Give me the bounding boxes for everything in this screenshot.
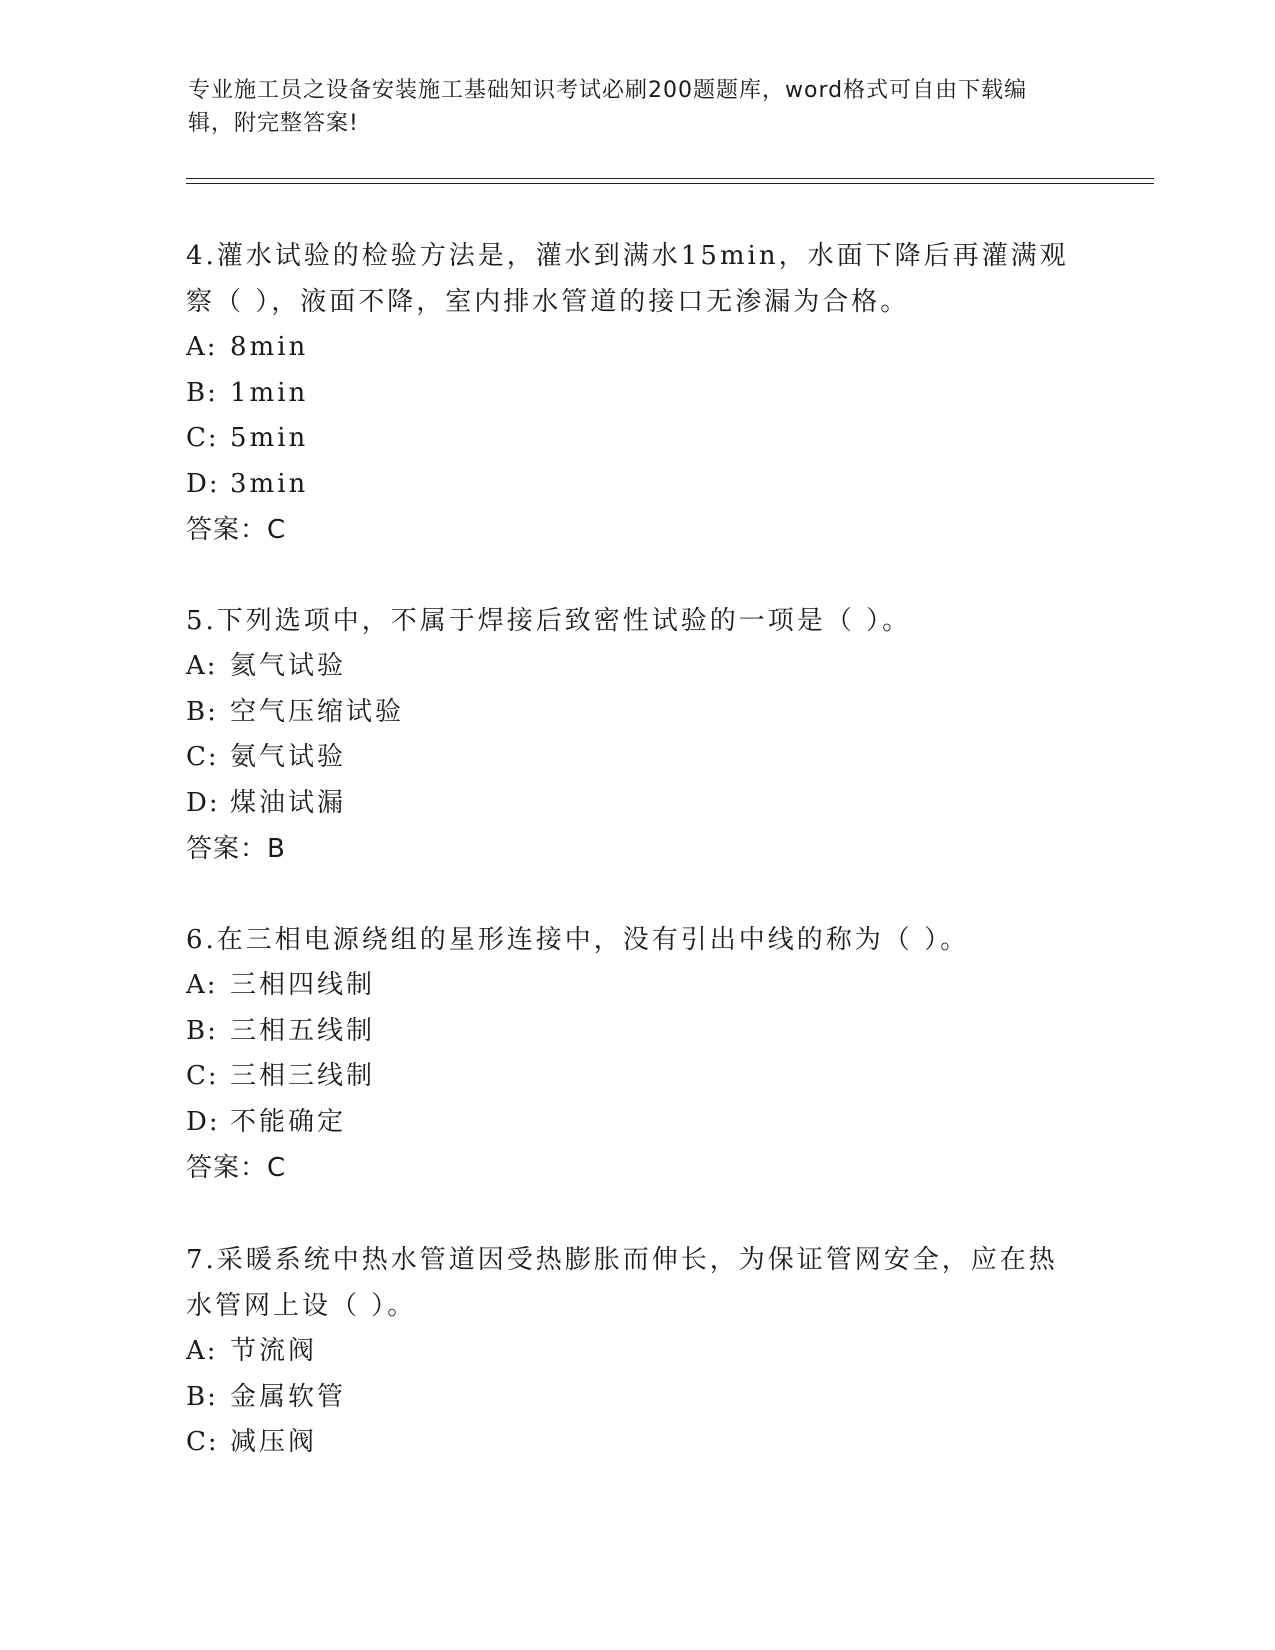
- option-key: C:: [186, 742, 219, 772]
- option-key: A:: [186, 651, 218, 681]
- option-key: D:: [186, 787, 220, 818]
- option-text: 1min: [230, 377, 309, 408]
- option-text: 空气压缩试验: [230, 696, 405, 727]
- option-key: B:: [186, 1015, 218, 1046]
- header-divider-bottom: [186, 183, 1154, 184]
- option-c: [186, 1054, 1086, 1100]
- option-text: 三相三线制: [230, 1061, 376, 1091]
- option-d: [186, 1100, 1086, 1146]
- option-text: 减压阀: [230, 1427, 318, 1457]
- option-text: 金属软管: [230, 1381, 347, 1412]
- option-key: A:: [186, 332, 218, 362]
- option-text: 3min: [230, 468, 309, 499]
- question-block: [186, 233, 1086, 553]
- option-text: 三相五线制: [230, 1015, 376, 1046]
- option-c: [186, 735, 1086, 781]
- option-a: [186, 963, 1086, 1009]
- option-d: [186, 781, 1086, 827]
- option-key: D:: [186, 468, 220, 499]
- option-text: 5min: [230, 423, 309, 453]
- option-text: 8min: [230, 332, 309, 362]
- option-key: A:: [186, 1336, 218, 1366]
- option-a: [186, 644, 1086, 690]
- question-stem: 6.在三相电源绕组的星形连接中，没有引出中线的称为（ ）。: [186, 925, 970, 955]
- option-a: [186, 1329, 1086, 1375]
- question-block: [186, 598, 1086, 872]
- option-text: 氦气试验: [230, 651, 347, 681]
- option-c: [186, 1420, 1086, 1466]
- question-stem: 5.下列选项中，不属于焊接后致密性试验的一项是（ ）。: [186, 606, 912, 636]
- option-text: 三相四线制: [230, 970, 376, 1000]
- option-key: C:: [186, 1427, 219, 1457]
- option-text: 节流阀: [230, 1336, 318, 1366]
- option-key: C:: [186, 423, 219, 453]
- option-b: [186, 1009, 1086, 1055]
- header-divider-top: [186, 178, 1154, 179]
- option-key: B:: [186, 377, 218, 408]
- question-stem: 4.灌水试验的检验方法是，灌水到满水15min，水面下降后再灌满观察（ ），液面不降，室内排水管道的接口无渗漏为合格。: [186, 241, 1069, 317]
- question-block: [186, 1237, 1086, 1466]
- question-stem: 7.采暖系统中热水管道因受热膨胀而伸长，为保证管网安全，应在热水管网上设（ ）。: [186, 1245, 1058, 1321]
- option-text: 不能确定: [230, 1106, 347, 1137]
- option-b: [186, 371, 1086, 417]
- option-key: C:: [186, 1061, 219, 1091]
- answer-line: 答案：C: [186, 515, 287, 545]
- question-block: [186, 917, 1086, 1191]
- option-key: A:: [186, 970, 218, 1000]
- option-key: B:: [186, 696, 218, 727]
- option-c: [186, 416, 1086, 462]
- option-key: D:: [186, 1106, 220, 1137]
- option-b: [186, 1375, 1086, 1421]
- option-b: [186, 690, 1086, 736]
- option-key: B:: [186, 1381, 218, 1412]
- document-header-title: 专业施工员之设备安装施工基础知识考试必刷200题题库，word格式可自由下载编辑，附完整答案!: [188, 78, 1028, 136]
- option-d: [186, 462, 1086, 508]
- option-a: [186, 325, 1086, 371]
- option-text: 氨气试验: [230, 742, 347, 772]
- answer-line: 答案：C: [186, 1153, 287, 1183]
- option-text: 煤油试漏: [230, 787, 347, 818]
- answer-line: 答案：B: [186, 834, 286, 864]
